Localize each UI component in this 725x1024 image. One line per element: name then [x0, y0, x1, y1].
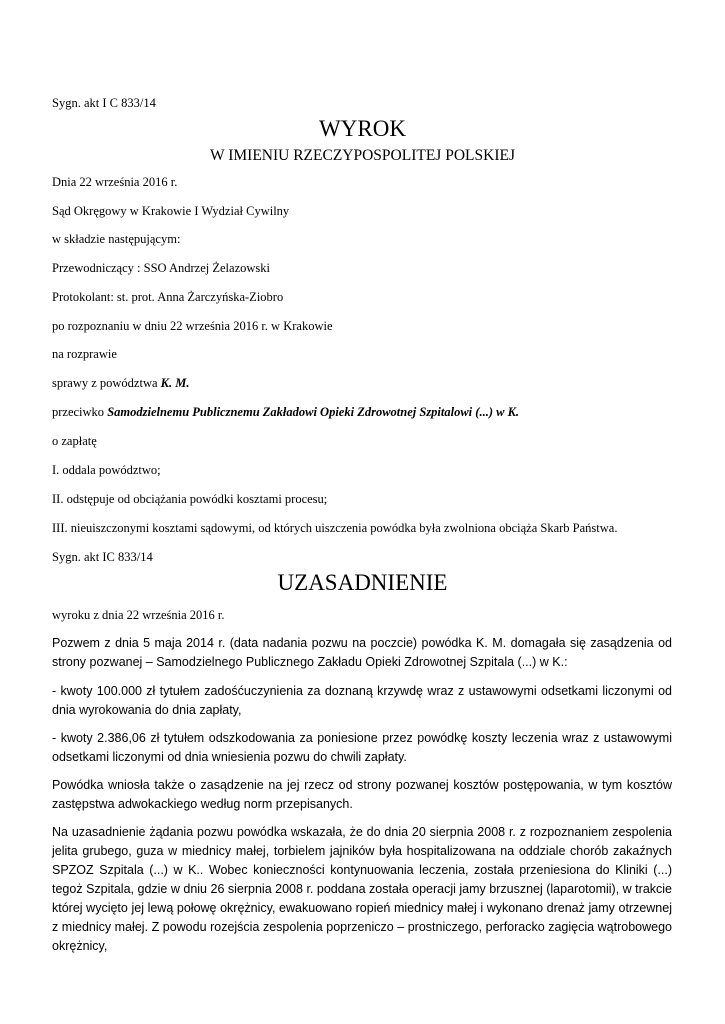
- presiding-judge: Przewodniczący : SSO Andrzej Żelazowski: [52, 261, 270, 275]
- justification-paragraph: - kwoty 100.000 zł tytułem zadośćuczynienia za doznaną krzywdę wraz z ustawowymi odsetkami liczonymi od dnia wyrokowania do dnia zapłaty,: [52, 684, 672, 717]
- verdict-title: WYROK: [319, 116, 406, 141]
- verdict-point: III. nieuiszczonymi kosztami sądowymi, od których uiszczenia powódka była zwolniona obciąża Skarb Państwa.: [52, 521, 618, 535]
- justification-paragraph: Powódka wniosła także o zasądzenie na jej rzecz od strony pozwanej kosztów postępowania, w tym kosztów zastępstwa adwokackiego według norm przepisanych.: [52, 778, 672, 811]
- composition-intro: w składzie następującym:: [52, 232, 181, 246]
- justification-paragraph: Pozwem z dnia 5 maja 2014 r. (data nadania pozwu na poczcie) powódka K. M. domagała się zasądzenia od strony pozwanej – Samodzielnego Publicznego Zakładu Opieki Zdrowotnej Szpitala (...) w K.:: [52, 636, 672, 669]
- plaintiff-name: K. M.: [160, 376, 190, 390]
- case-subject: o zapłatę: [52, 434, 97, 448]
- against-prefix: przeciwko: [52, 405, 108, 419]
- justification-paragraph: - kwoty 2.386,06 zł tytułem odszkodowania za poniesione przez powódkę koszty leczenia wraz z ustawowymi odsetkami liczonymi od dnia wniesienia pozwu do chwili zapłaty.: [52, 731, 672, 764]
- justification-paragraph: Na uzasadnienie żądania pozwu powódka wskazała, że do dnia 20 sierpnia 2008 r. z rozpoznaniem zespolenia jelita grubego, guza w miednicy małej, torbielem jajników była hospitalizowana na oddziale chorób zakaźnych SPZOZ Szpitala (...) w K.. Wobec konieczności kontynuowania leczenia, została przeniesiona do Kliniki (...) tegoż Szpitala, gdzie w dniu 26 sierpnia 2008 r. poddana została operacji jamy brzusznej (laparotomii), w trakcie której wycięto jej lewą połowę okrężnicy, ewakuowano ropień miednicy małej i wykonano drenaż jamy otrzewnej z miednicy małej. Z powodu rozejścia zespolenia poprzeniczo – prostniczego, perforacko zagięcia wątrobowego okrężnicy,: [52, 825, 672, 953]
- verdict-point: I. oddala powództwo;: [52, 463, 161, 477]
- case-parties-line: [52, 375, 189, 391]
- verdict-date: Dnia 22 września 2016 r.: [52, 175, 178, 189]
- court-name: Sąd Okręgowy w Krakowie I Wydział Cywilny: [52, 204, 290, 218]
- justification-subtitle: wyroku z dnia 22 września 2016 r.: [52, 608, 225, 622]
- hearing-info: po rozpoznaniu w dniu 22 września 2016 r. w Krakowie: [52, 319, 333, 333]
- case-prefix: sprawy z powództwa: [52, 376, 161, 390]
- justification-title: UZASADNIENIE: [277, 570, 448, 595]
- session-type: na rozprawie: [52, 347, 117, 361]
- verdict-subtitle: W IMIENIU RZECZYPOSPOLITEJ POLSKIEJ: [210, 147, 515, 164]
- defendant-name: Samodzielnemu Publicznemu Zakładowi Opieki Zdrowotnej Szpitalowi (...) w K.: [107, 405, 520, 419]
- case-reference: Sygn. akt I C 833/14: [52, 96, 156, 110]
- defendant-line: [52, 404, 519, 420]
- verdict-point: II. odstępuje od obciążania powódki kosztami procesu;: [52, 492, 328, 506]
- justification-case-reference: Sygn. akt IC 833/14: [52, 550, 153, 564]
- court-clerk: Protokolant: st. prot. Anna Żarczyńska-Ziobro: [52, 290, 284, 304]
